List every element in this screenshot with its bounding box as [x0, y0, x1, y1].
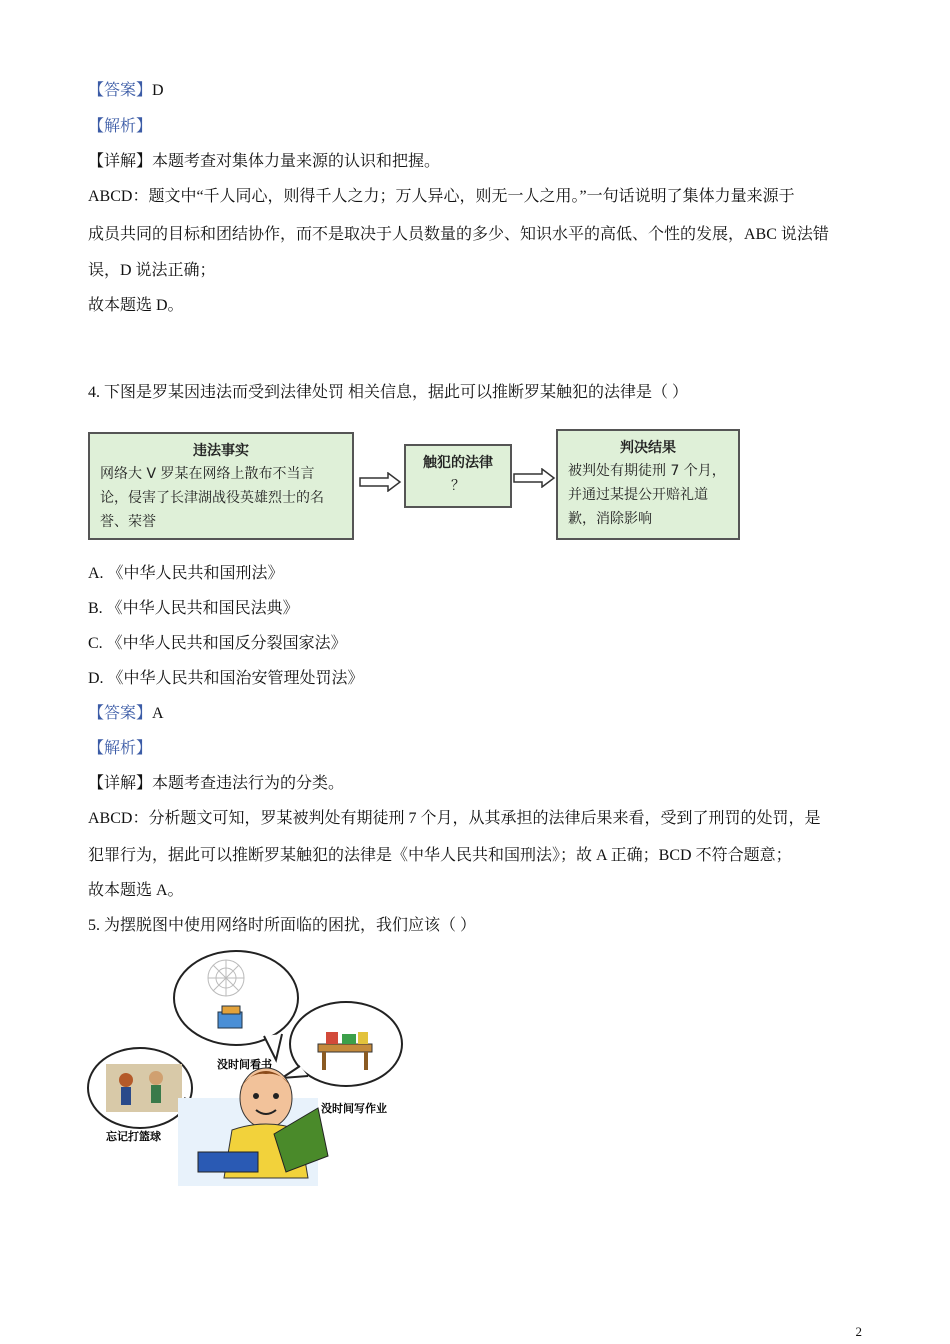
right-arrow-icon [358, 472, 402, 492]
q3-answer-line [88, 81, 164, 101]
fact-box-body: 网络大 V 罗某在网络上散布不当言论，侵害了长津湖战役英雄烈士的名誉、荣誉 [100, 466, 324, 530]
q4-stem: 4. 下图是罗某因违法而受到法律处罚 相关信息，据此可以推断罗某触犯的法律是（ ） [88, 384, 689, 401]
explain-line: ABCD：分析题文可知，罗某被判处有期徒刑 7 个月，从其承担的法律后果来看，受到了刑罚的处罚，是 [88, 810, 821, 827]
detail-line: 【详解】本题考查违法行为的分类。 [88, 775, 345, 792]
label-homework: 没时间写作业 [321, 1102, 387, 1115]
law-box-body: ？ [451, 478, 465, 494]
answer-tag: 【答案】 [88, 82, 153, 99]
right-arrow-icon [512, 468, 556, 488]
option-b: B. 《中华人民共和国民法典》 [88, 600, 299, 617]
conclusion-line: 故本题选 A。 [88, 882, 184, 899]
explain-line: 犯罪行为，据此可以推断罗某触犯的法律是《中华人民共和国刑法》；故 A 正确；BCD 不符合题意； [88, 847, 792, 864]
books-icon [218, 1006, 242, 1028]
verdict-box [556, 429, 740, 540]
answer-value: A [152, 705, 164, 722]
option-d: D. 《中华人民共和国治安管理处罚法》 [88, 670, 364, 687]
answer-value: D [152, 82, 164, 99]
explain-line: 成员共同的目标和团结协作，而不是取决于人员数量的多少、知识水平的高低、个性的发展，ABC 说法错 [88, 226, 829, 243]
law-box-title: 触犯的法律 [423, 455, 493, 471]
internet-addiction-illustration [86, 948, 406, 1188]
page-number: 2 [855, 1324, 862, 1339]
boy-at-laptop-icon [178, 1068, 328, 1186]
label-basketball: 忘记打篮球 [106, 1130, 161, 1143]
law-box [404, 444, 512, 508]
spider-web-icon [208, 960, 244, 996]
fact-box-title: 违法事实 [193, 443, 249, 459]
basketball-icon [106, 1064, 182, 1112]
detail-line: 【详解】本题考查对集体力量来源的认识和把握。 [88, 153, 441, 170]
verdict-box-body: 被判处有期徒刑 7 个月，并通过某提公开赔礼道歉，消除影响 [568, 463, 726, 527]
answer-tag: 【答案】 [88, 705, 153, 722]
analysis-tag: 【解析】 [88, 740, 153, 757]
q4-answer-line [88, 704, 164, 724]
fact-box [88, 432, 354, 540]
analysis-tag: 【解析】 [88, 118, 153, 135]
explain-line: ABCD：题文中“千人同心，则得千人之力；万人异心，则无一人之用。”一句话说明了集体力量来源于 [88, 188, 795, 205]
verdict-box-title: 判决结果 [620, 440, 676, 456]
option-a: A. 《中华人民共和国刑法》 [88, 565, 284, 582]
q5-stem: 5. 为摆脱图中使用网络时所面临的困扰，我们应该（ ） [88, 917, 477, 934]
conclusion-line: 故本题选 D。 [88, 297, 184, 314]
explain-line: 误，D 说法正确； [88, 262, 216, 279]
option-c: C. 《中华人民共和国反分裂国家法》 [88, 635, 347, 652]
label-read: 没时间看书 [217, 1058, 272, 1071]
